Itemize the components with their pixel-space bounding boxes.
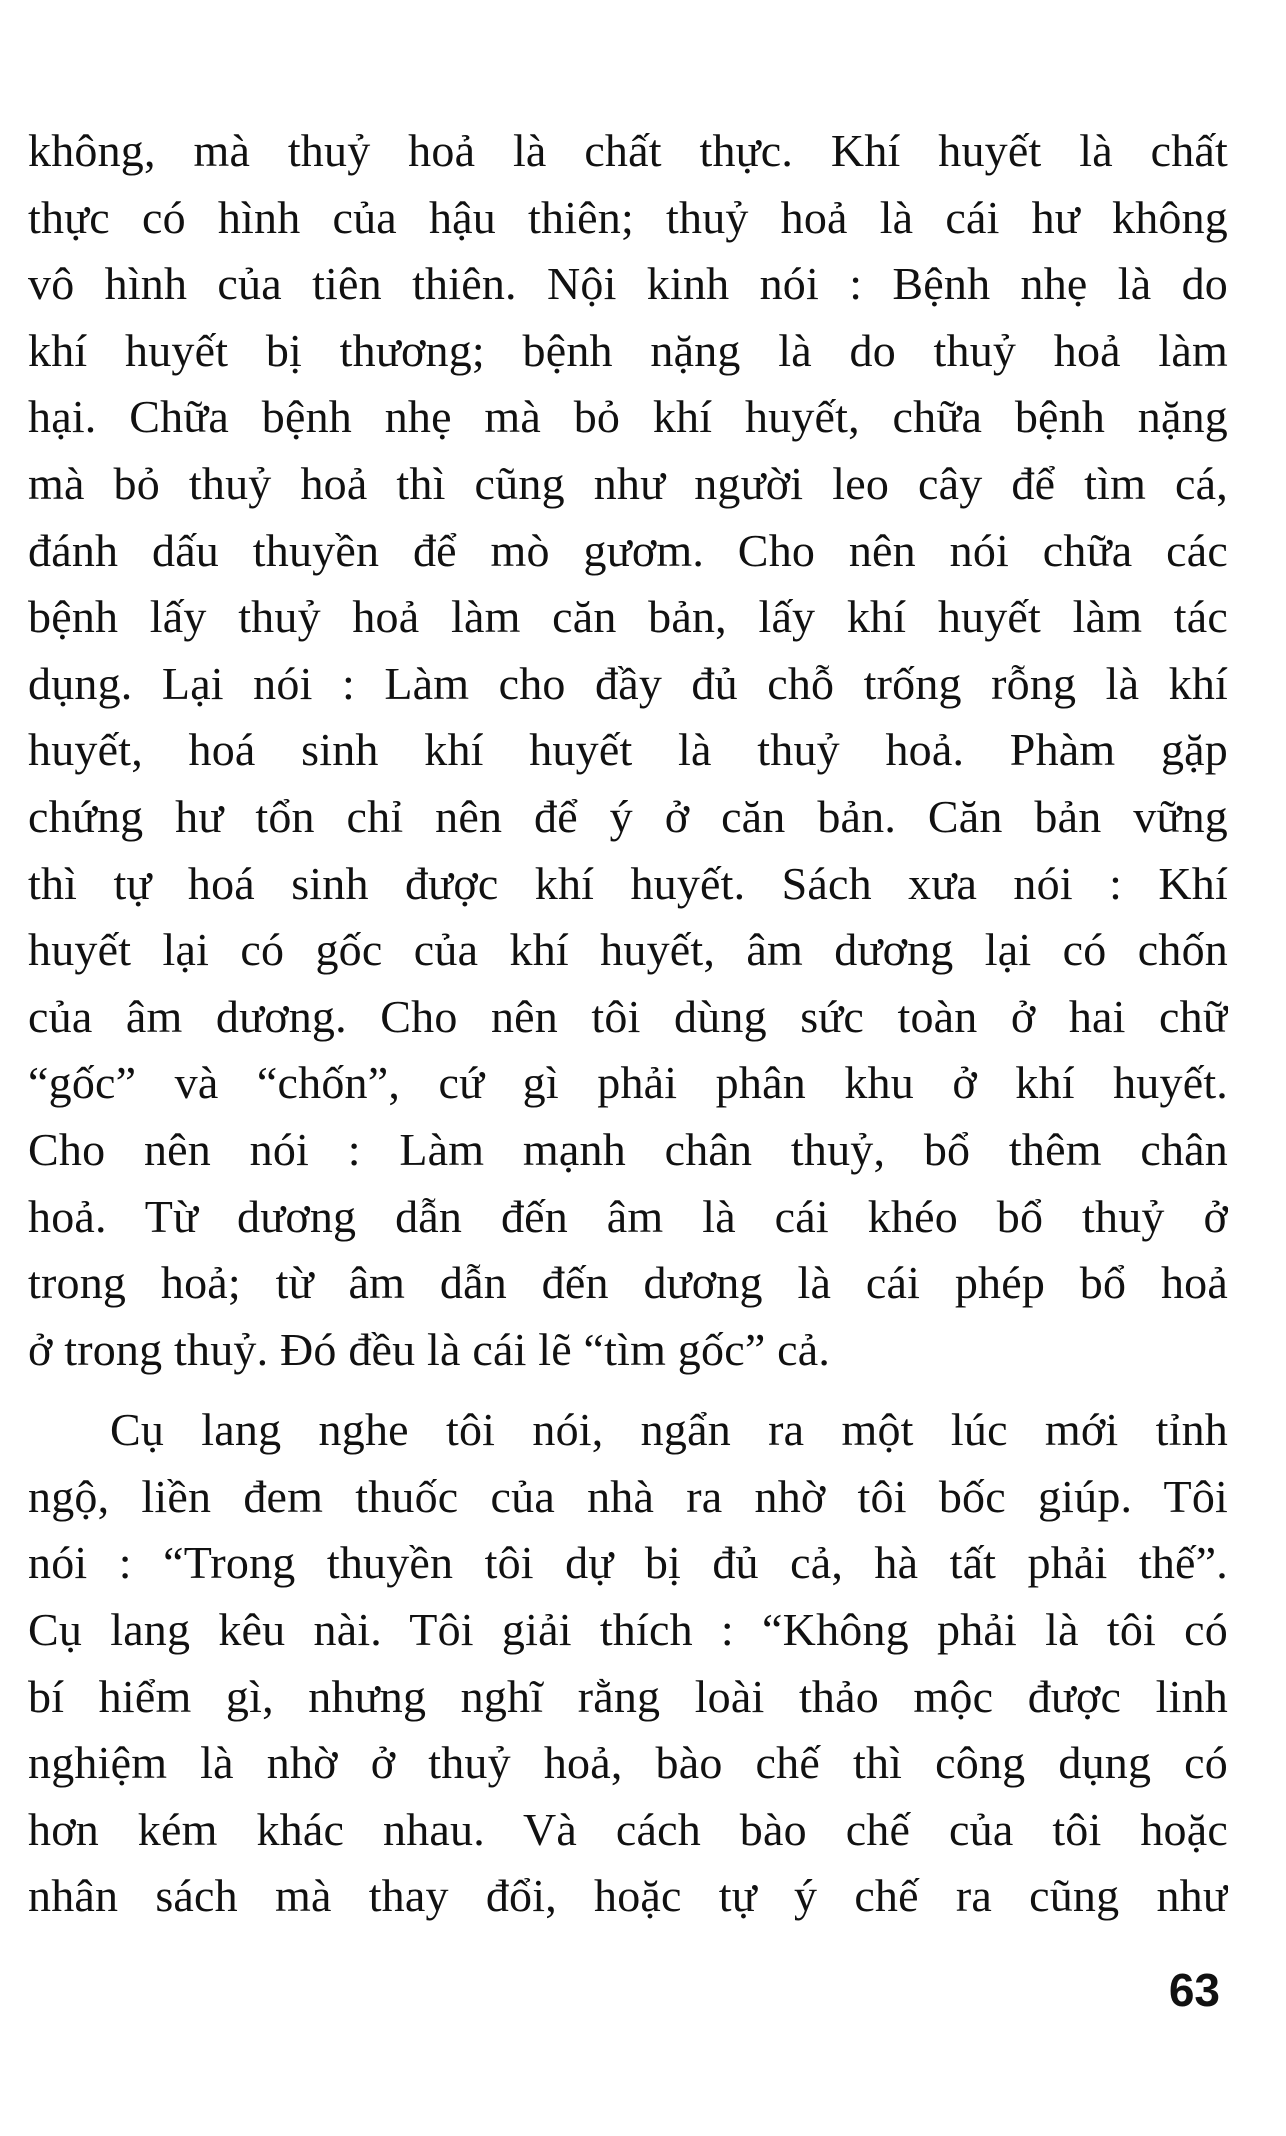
text-line: nói : “Trong thuyền tôi dự bị đủ cả, hà tất phải thế”.: [28, 1537, 1228, 1589]
text-line: bí hiểm gì, nhưng nghĩ rằng loài thảo mộc được linh: [28, 1670, 1228, 1722]
text-line: nghiệm là nhờ ở thuỷ hoả, bào chế thì công dụng có: [28, 1737, 1228, 1789]
text-line: hại. Chữa bệnh nhẹ mà bỏ khí huyết, chữa bệnh nặng: [28, 391, 1228, 443]
text-line: nhân sách mà thay đổi, hoặc tự ý chế ra cũng như: [28, 1870, 1228, 1922]
paragraph-gap: [28, 1383, 1228, 1397]
text-line: khí huyết bị thương; bệnh nặng là do thuỷ hoả làm: [28, 324, 1228, 376]
text-line: mà bỏ thuỷ hoả thì cũng như người leo cây để tìm cá,: [28, 457, 1228, 509]
text-line: ngộ, liền đem thuốc của nhà ra nhờ tôi bốc giúp. Tôi: [28, 1470, 1228, 1522]
paragraph-2: [28, 1397, 1228, 1930]
text-line: huyết, hoá sinh khí huyết là thuỷ hoả. Phàm gặp: [28, 724, 1228, 776]
text-line: huyết lại có gốc của khí huyết, âm dương lại có chốn: [28, 924, 1228, 976]
body-text: [28, 118, 1228, 1930]
text-line: chứng hư tổn chỉ nên để ý ở căn bản. Căn bản vững: [28, 790, 1228, 842]
paragraph-1: [28, 118, 1228, 1383]
text-line: của âm dương. Cho nên tôi dùng sức toàn ở hai chữ: [28, 990, 1228, 1042]
text-line: hơn kém khác nhau. Và cách bào chế của tôi hoặc: [28, 1803, 1228, 1855]
text-line: Cụ lang kêu nài. Tôi giải thích : “Không phải là tôi có: [28, 1604, 1228, 1656]
text-line: đánh dấu thuyền để mò gươm. Cho nên nói chữa các: [28, 524, 1228, 576]
text-line: ở trong thuỷ. Đó đều là cái lẽ “tìm gốc” cả.: [28, 1323, 831, 1375]
page-number: 63: [1168, 1964, 1220, 2016]
text-line: dụng. Lại nói : Làm cho đầy đủ chỗ trống rỗng là khí: [28, 657, 1228, 709]
text-line: trong hoả; từ âm dẫn đến dương là cái phép bổ hoả: [28, 1257, 1228, 1309]
text-line: hoả. Từ dương dẫn đến âm là cái khéo bổ thuỷ ở: [28, 1190, 1228, 1242]
text-line: “gốc” và “chốn”, cứ gì phải phân khu ở khí huyết.: [28, 1057, 1228, 1109]
text-line: thực có hình của hậu thiên; thuỷ hoả là cái hư không: [28, 191, 1228, 243]
text-line: Cụ lang nghe tôi nói, ngẩn ra một lúc mới tỉnh: [110, 1404, 1228, 1456]
text-line: Cho nên nói : Làm mạnh chân thuỷ, bổ thêm chân: [28, 1123, 1228, 1175]
text-line: thì tự hoá sinh được khí huyết. Sách xưa nói : Khí: [28, 857, 1228, 909]
text-line: bệnh lấy thuỷ hoả làm căn bản, lấy khí huyết làm tác: [28, 591, 1228, 643]
text-line: vô hình của tiên thiên. Nội kinh nói : Bệnh nhẹ là do: [28, 258, 1228, 310]
text-line: không, mà thuỷ hoả là chất thực. Khí huyết là chất: [28, 125, 1228, 176]
